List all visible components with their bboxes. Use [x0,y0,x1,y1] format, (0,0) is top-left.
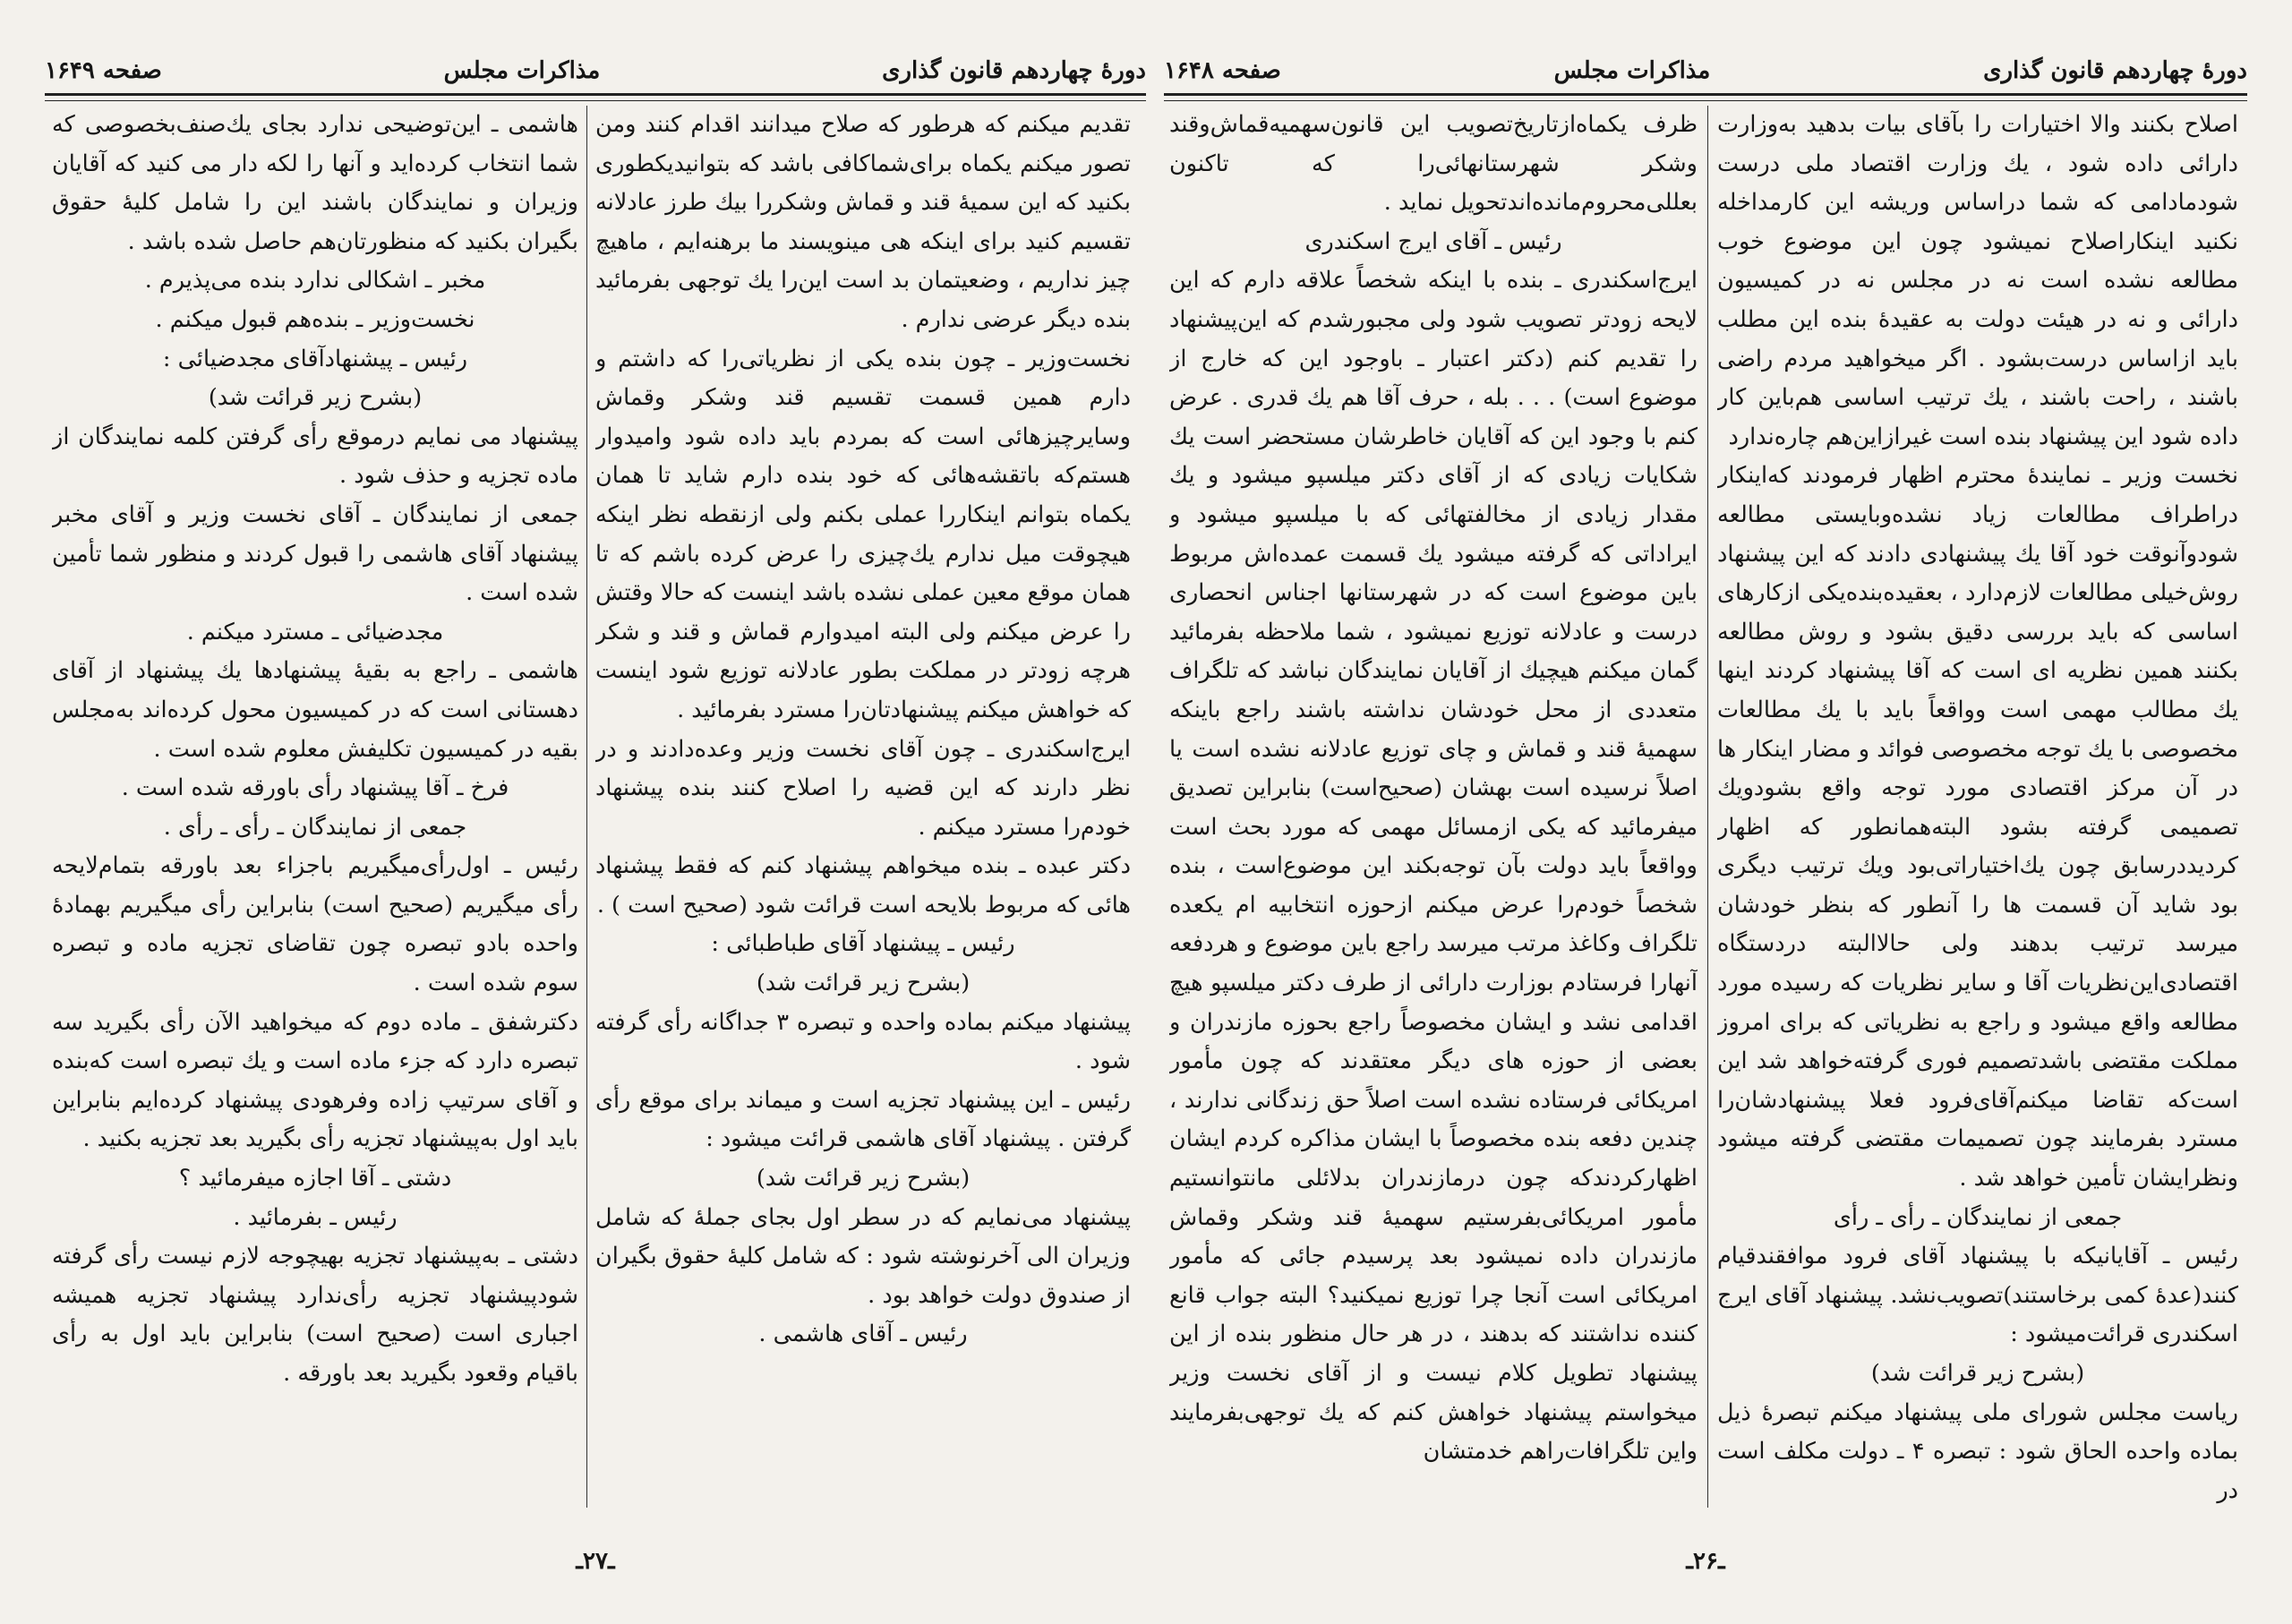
column-divider [586,106,587,1508]
paragraph: نخست‌وزیر ـ چون بنده یکی از نظریاتی‌را که داشتم و دارم همین قسمت تقسیم قند وشکر وقماش وسایرچیزهائی است که بمردم باید داده شود وامیدوار هستم‌که باتقشه‌هائی که خود بنده دارم شاید تا همان یکماه بتوانم اینکاررا عملی بکنم ولی ازنقطه نظر اینکه هیچوقت میل ندارم یك‌چیزی را عرض کرده باشم که تا همان موقع معین عملی نشده باشد اینست که حالا وقتش را عرض میکنم ولی البته امیدوارم قماش و قند و شکر هرچه زودتر در مملکت بطور عادلانه توزیع شود اینست که خواهش میکنم پیشنهادتان‌را مسترد بفرمائید . [595,345,1131,723]
header-page-number: صفحه ۱۶۴۸ [1164,57,1281,84]
text-column-left [52,106,578,1526]
text-column-left [1169,106,1698,1526]
text-column-right [595,106,1131,1526]
paragraph: رئیس ـ بفرمائید . [233,1203,398,1231]
paragraph: دکتر عبده ـ بنده میخواهم پیشنهاد کنم که فقط پیشنهاد هائی که مربوط بلایحه است قرائت شود (صحیح است ) . [595,852,1131,919]
header-page-number: صفحه ۱۶۴۹ [45,57,162,84]
paragraph: (بشرح زیر قرائت شد) [756,970,971,997]
page-1648 [1164,0,2247,1624]
page-1649 [45,0,1146,1624]
column-divider [1707,106,1708,1508]
paragraph: نخست وزیر ـ نمایندهٔ محترم اظهار فرمودند که‌اینکار دراطراف مطالعات زیاد نشده‌وبایستی مطالعه شودوآنوقت خود آقا یك پیشنهادی دادند که این پیشنهاد روش‌خیلی مطالعات لازم‌دارد ، بعقیده‌بنده‌یکی ازکارهای اساسی که باید بررسی دقیق بشود و روش مطالعه بکنند همین نظریه ای است که آقا پیشنهاد کردند اینها یك مطالب مهمی است وواقعاً باید با یك مطالعات مخصوصی با یك توجه مخصوصی فوائد و مضار اینکار ها در آن مرکز اقتصادی مورد توجه واقع بشودویك تصمیمی گرفته بشود البته‌همانطور که اظهار کردیددرسابق چون یك‌اختیاراتی‌بود ویك ترتیب دیگری بود شاید آن قسمت ها را آنطور که بنظر خودشان میرسد ترتیب بدهند ولی حالاالبته دردستگاه اقتصادی‌این‌نظریات آقا و سایر نظریات که رسیده مورد مطالعه واقع میشود و راجع به نظریاتی که برای امروز مملکت مقتضی باشدتصمیم فوری گرفته‌خواهد شد این است‌که تقاضا میکنم‌آقای‌فرود فعلا پیشنهادشان‌را مسترد بفرمایند چون تصمیمات مقتضی گرفته میشود ونظرایشان تأمین خواهد شد . [1717,462,2238,1192]
paragraph: جمعی از نمایندگان ـ رأی ـ رأی . [163,813,467,841]
paragraph: ایرج‌اسکندری ـ بنده با اینکه شخصاً علاقه دارم که این لایحه زودتر تصویب شود ولی مجبورشدم که این‌پیشنهاد را تقدیم کنم (دکتر اعتبار ـ باوجود این که خارج از موضوع است) . . . بله ، حرف آقا هم یك قدری . عرض کنم با وجود این که آقایان خاطرشان مستحضر است یك شکایات زیادی که از آقای دکتر میلسپو میشود و یك مقدار زیادی از مخالفتهائی که با میلسپو میشود و ایراداتی که گرفته میشود یك قسمت عمده‌اش مربوط باین موضوع است که در شهرستانها اجناس انحصاری درست و عادلانه توزیع نمیشود ، شما ملاحظه بفرمائید گمان میکنم هیچیك از آقایان نمایندگان نباشد که تلگراف متعددی از محل خودشان نداشته باشند راجع باینکه سهمیهٔ قند و قماش و چای توزیع عادلانه نشده است یا اصلاً نرسیده است بهشان (صحیح‌است) بنابراین تصدیق میفرمائید که یکی ازمسائل مهمی که مورد بحث است وواقعاً باید دولت بآن توجه‌بکند این موضوع‌است ، بنده شخصاً خودم‌را عرض میکنم ازحوزه انتخابیه ام یکعده تلگراف وکاغذ مرتب میرسد راجع باین موضوع و هردفعه آنهارا فرستادم بوزارت دارائی از طرف دکتر میلسپو هیچ اقدامی نشد و ایشان مخصوصاً راجع بحوزه مازندران و بعضی از حوزه های دیگر معتقدند که چون مأمور امریکائی فرستاده نشده است اصلاً حق زندگانی ندارند ، چندین دفعه بنده مخصوصاً با ایشان مذاکره کردم ایشان اظهارکردندکه چون درمازندران بدلائلی مانتوانستیم مأمور امریکائی‌بفرستیم سهمیهٔ قند وشکر وقماش مازندران داده نمیشود بعد پرسیدم جائی که مأمور امریکائی است آنجا چرا توزیع نمیکنید؟ البته جواب قانع کننده نداشتند که بدهند ، در هر حال منظور بنده از این پیشنهاد تطویل کلام نیست و از آقای نخست وزیر میخواستم پیشنهاد خواهش کنم که یك توجهی‌بفرمایند واین تلگرافات‌راهم خدمتشان [1169,267,1698,1466]
paragraph: ریاست مجلس شورای ملی پیشنهاد میکنم تبصرهٔ ذیل بماده واحده الحاق شود : تبصره ۴ ـ دولت مکلف است در [1717,1398,2238,1504]
header-title: مذاکرات مجلس [1553,57,1711,84]
paragraph: پیشنهاد میکنم بماده واحده و تبصره ۳ جداگانه رأی گرفته شود . [595,1008,1131,1075]
paragraph: فرخ ـ آقا پیشنهاد رأی باورقه شده است . [121,774,509,802]
page-header [1164,49,2247,92]
paragraph: نخست‌وزیر ـ بنده‌هم قبول میکنم . [155,305,475,333]
paragraph: رئیس ـ اول‌رأی‌میگیریم باجزاء بعد باورقه بتمام‌لایحه رأی میگیریم (صحیح است) بنابراین رأی میگیریم بهمادهٔ واحده بادو تبصره چون تقاضای تجزیه ماده و تبصره سوم شده است . [52,852,578,997]
paragraph: ظرف یکماه‌ازتاریخ‌تصویب این قانون‌سهمیه‌قماش‌وقند وشکر شهرستانهائی‌را که تاکنون بعللی‌محروم‌مانده‌اندتحویل نماید . [1169,111,1698,217]
paragraph: جمعی از نمایندگان ـ رأی ـ رأی [1833,1203,2123,1231]
paragraph: دشتی ـ آقا اجازه میفرمائید ؟ [178,1165,452,1192]
paragraph: رئیس ـ پیشنهاد آقای طباطبائی : [711,930,1015,958]
paragraph: رئیس ـ پیشنهادآقای مجدضیائی : [162,345,468,372]
paragraph: تقدیم میکنم که هرطور که صلاح میدانند اقدام کنند ومن تصور میکنم یکماه برای‌شماکافی باشد که بتوانیدیکطوری بکنید که این سمیهٔ قند و قماش وشکررا بیك طرز عادلانه تقسیم کنید برای اینکه هی مینویسند ما برهنه‌ایم ، ماهیچ چیز نداریم ، وضعیتمان بد است این‌را یك توجهی بفرمائید بنده دیگر عرضی ندارم . [595,111,1131,333]
paragraph: رئیس ـ آقای ایرج اسکندری [1304,227,1562,255]
paragraph: رئیس ـ این پیشنهاد تجزیه است و میماند برای موقع رأی گرفتن . پیشنهاد آقای هاشمی قرائت میشود : [595,1086,1131,1153]
page-footer-number: ـ۲۶ـ [1686,1548,1725,1575]
header-rule [45,93,1146,101]
paragraph: رئیس ـ آقایانیکه با پیشنهاد آقای فرود موافقندقیام کنند(عدهٔ کمی برخاستند)تصویب‌نشد. پیشنهاد آقای ایرج اسکندری قرائت‌میشود : [1717,1243,2238,1348]
paragraph: دشتی ـ به‌پیشنهاد تجزیه بهیچوجه لازم نیست رأی گرفته شودپیشنهاد تجزیه رأی‌ندارد پیشنهاد تجزیه همیشه اجباری است (صحیح است) بنابراین باید اول به رأی باقیام وقعود بگیرید بعد باورقه . [52,1243,578,1387]
paragraph: هاشمی ـ راجع به بقیهٔ پیشنهادها یك پیشنهاد از آقای دهستانی است که در کمیسیون محول کرده‌اند به‌مجلس بقیه در کمیسیون تکلیفش معلوم شده است . [52,657,578,763]
paragraph: مجدضیائی ـ مسترد میکنم . [186,618,444,645]
page-footer-number: ـ۲۷ـ [576,1548,615,1575]
header-title: مذاکرات مجلس [443,57,601,84]
text-column-right [1717,106,2238,1526]
paragraph: (بشرح زیر قرائت شد) [1870,1360,2085,1387]
paragraph: دکترشفق ـ ماده دوم که میخواهید الآن رأی بگیرید سه تبصره دارد که جزء ماده است و یك تبصره است که‌بنده و آقای سرتیپ زاده وفرهودی پیشنهاد کرده‌ایم بنابراین باید اول به‌پیشنهاد تجزیه رأی بگیرید بعد تجزیه بکنید . [52,1008,578,1153]
paragraph: پیشنهاد می نمایم درموقع رأی گرفتن کلمه نمایندگان از ماده تجزیه و حذف شود . [52,423,578,490]
paragraph: (بشرح زیر قرائت شد) [756,1165,971,1192]
paragraph: ایرج‌اسکندری ـ چون آقای نخست وزیر وعده‌دادند و در نظر دارند که این قضیه را اصلاح کنند بنده پیشنهاد خودم‌را مسترد میکنم . [595,735,1131,841]
paragraph: اصلاح بکنند والا اختیارات را بآقای بیات بدهید به‌وزارت دارائی داده شود ، یك وزارت اقتصاد ملی درست شودمادامی که شما دراساس وریشه این کارمداخله نکنید اینکاراصلاح نمیشود چون این موضوع خوب مطالعه نشده است نه در مجلس نه در کمیسیون دارائی و نه در هیئت دولت به عقیدهٔ بنده این مطلب باید ازاساس درست‌بشود . اگر میخواهید مردم راضی باشند ، راحت باشند ، یك ترتیب اساسی هم‌باین کار داده شود این پیشنهاد بنده است غیرازاین‌هم چاره‌ندارد [1717,111,2238,450]
paragraph: رئیس ـ آقای هاشمی . [758,1321,968,1348]
paragraph: پیشنهاد می‌نمایم که در سطر اول بجای جملهٔ که شامل وزیران الی آخرنوشته شود : که شامل کلیهٔ حقوق بگیران از صندوق دولت خواهد بود . [595,1203,1131,1309]
paragraph: مخبر ـ اشکالی ندارد بنده می‌پذیرم . [144,267,486,295]
header-session: دورهٔ چهاردهم قانون گذاری [1983,57,2247,84]
header-session: دورهٔ چهاردهم قانون گذاری [882,57,1146,84]
paragraph: جمعی از نمایندگان ـ آقای نخست وزیر و آقای مخبر پیشنهاد آقای هاشمی را قبول کردند و منظور شما تأمین شده است . [52,500,578,607]
header-rule [1164,93,2247,101]
paragraph: (بشرح زیر قرائت شد) [208,384,423,412]
page-header [45,49,1146,92]
paragraph: هاشمی ـ این‌توضیحی ندارد بجای یك‌صنف‌بخصوصی که شما انتخاب کرده‌اید و آنها را لکه دار می کنید که آقایان وزیران و نمایندگان باشند این را شامل کلیهٔ حقوق بگیران بکنید که منظورتان‌هم حاصل شده باشد . [52,111,578,255]
